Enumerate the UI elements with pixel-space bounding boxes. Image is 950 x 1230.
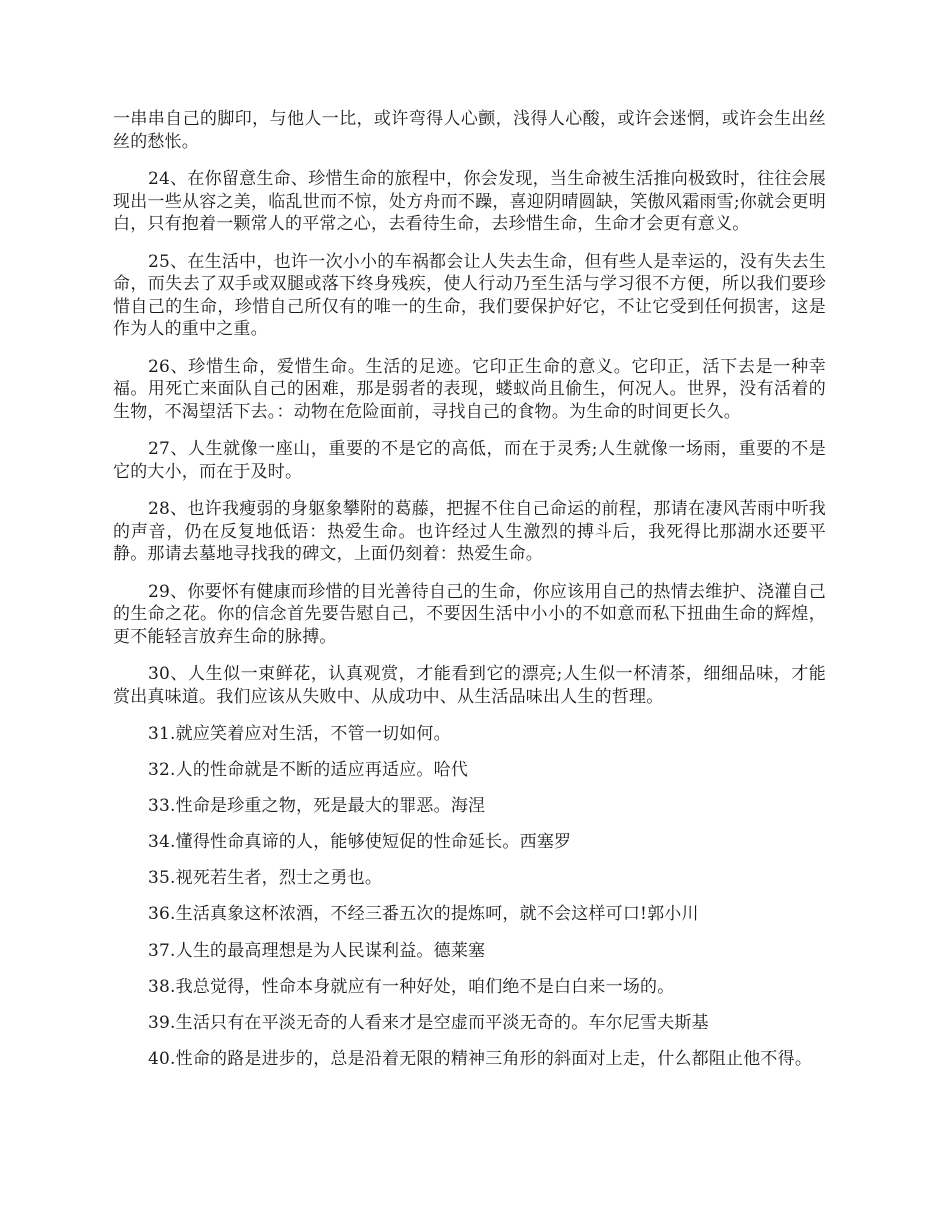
document-body <box>113 108 826 1084</box>
quote-37: 37.人生的最高理想是为人民谋利益。德莱塞 <box>148 940 486 961</box>
quote-32: 32.人的性命就是不断的适应再适应。哈代 <box>148 760 469 781</box>
quote-40: 40.性命的路是进步的，总是沿着无限的精神三角形的斜面对上走，什么都阻止他不得。 <box>148 1048 813 1069</box>
quote-31: 31.就应笑着应对生活，不管一切如何。 <box>148 724 451 744</box>
paragraph-24: 24、在你留意生命、珍惜生命的旅程中，你会发现，当生命被生活推向极致时，往往会展现出一些从容之美，临乱世而不惊，处方舟而不躁，喜迎阴晴圆缺，笑傲风霜雨雪;你就会更明白，只有抱着一颗常人的平常之心，去看待生命，去珍惜生命，生命才会更有意义。 <box>113 169 826 234</box>
paragraph-29: 29、你要怀有健康而珍惜的目光善待自己的生命，你应该用自己的热情去维护、浇灌自己的生命之花。你的信念首先要告慰自己，不要因生活中小小的不如意而私下扭曲生命的辉煌，更不能轻言放弃生命的脉搏。 <box>113 581 826 647</box>
quote-38: 38.我总觉得，性命本身就应有一种好处，咱们绝不是白白来一场的。 <box>148 976 675 997</box>
paragraph-26: 26、珍惜生命，爱惜生命。生活的足迹。它印正生命的意义。它印正，活下去是一种幸福。用死亡来面队自己的困难，那是弱者的表现，蝼蚁尚且偷生，何况人。世界，没有活着的生物，不渴望活下去。：动物在危险面前，寻找自己的食物。为生命的时间更长久。 <box>113 356 826 422</box>
paragraph-continuation: 一串串自己的脚印，与他人一比，或许弯得人心颤，浅得人心酸，或许会迷惘，或许会生出丝丝的愁怅。 <box>113 109 826 152</box>
quote-33: 33.性命是珍重之物，死是最大的罪恶。海涅 <box>148 796 486 817</box>
quote-39: 39.生活只有在平淡无奇的人看来才是空虚而平淡无奇的。车尔尼雪夫斯基 <box>148 1012 709 1033</box>
quote-36: 36.生活真象这杯浓酒，不经三番五次的提炼呵，就不会这样可口!郭小川 <box>148 904 699 925</box>
quote-35: 35.视死若生者，烈士之勇也。 <box>148 868 383 889</box>
paragraph-27: 27、人生就像一座山，重要的不是它的高低，而在于灵秀;人生就像一场雨，重要的不是它的大小，而在于及时。 <box>113 439 826 482</box>
paragraph-28: 28、也许我瘦弱的身躯象攀附的葛藤，把握不住自己命运的前程，那请在凄风苦雨中听我的声音，仍在反复地低语：热爱生命。也许经过人生激烈的搏斗后，我死得比那湖水还要平静。那请去墓地寻找我的碑文，上面仍刻着：热爱生命。 <box>113 499 826 564</box>
paragraph-30: 30、人生似一束鲜花，认真观赏，才能看到它的漂亮;人生似一杯清茶，细细品味，才能赏出真味道。我们应该从失败中、从成功中、从生活品味出人生的哲理。 <box>113 664 826 707</box>
paragraph-25: 25、在生活中，也许一次小小的车祸都会让人失去生命，但有些人是幸运的，没有失去生命，而失去了双手或双腿或落下终身残疾，使人行动乃至生活与学习很不方便，所以我们要珍惜自己的生命，珍惜自己所仅有的唯一的生命，我们要保护好它，不让它受到任何损害，这是作为人的重中之重。 <box>113 251 826 339</box>
quote-34: 34.懂得性命真谛的人，能够使短促的性命延长。西塞罗 <box>148 832 572 853</box>
